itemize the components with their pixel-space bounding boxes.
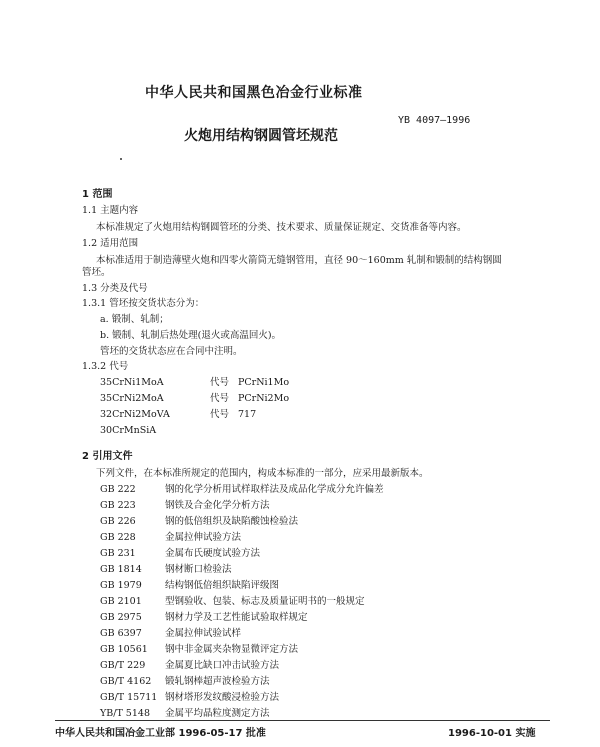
section-2-intro: 下列文件，在本标准所规定的范围内，构成本标准的一部分，应采用最新版本。 — [96, 468, 429, 479]
reference-number: GB 2101 — [100, 596, 142, 607]
subsection-1-2-heading: 1.2 适用范围 — [82, 238, 139, 249]
reference-title: 钢材力学及工艺性能试验取样规定 — [165, 612, 308, 623]
code-label: 代号 — [210, 409, 230, 420]
reference-number: GB 228 — [100, 532, 136, 543]
reference-title: 钢中非金属夹杂物显微评定方法 — [165, 644, 299, 655]
subsection-1-3-2-heading: 1.3.2 代号 — [82, 361, 129, 372]
reference-number: GB/T 15711 — [100, 692, 158, 703]
list-item-a: a. 锻制、轧制； — [100, 314, 169, 325]
code-label: 代号 — [210, 377, 230, 388]
grade-name: 35CrNi1MoA — [100, 377, 164, 388]
reference-title: 金属布氏硬度试验方法 — [165, 548, 261, 559]
section-1-heading: 1 范围 — [82, 189, 113, 200]
subsection-1-2-body-line1: 本标准适用于制造薄壁火炮和四零火箭筒无缝钢管用，直径 90～160mm 轧制和锻制的结构钢圆 — [96, 255, 502, 266]
implementation-date: 1996-10-01 实施 — [448, 728, 536, 739]
footer-divider — [55, 720, 550, 721]
reference-number: GB/T 4162 — [100, 676, 152, 687]
grade-name: 30CrMnSiA — [100, 425, 157, 436]
approval-line: 中华人民共和国冶金工业部 1996-05-17 批准 — [55, 728, 266, 739]
delivery-state-note: 管坯的交货状态应在合同中注明。 — [100, 346, 243, 357]
reference-title: 钢的化学分析用试样取样法及成品化学成分允许偏差 — [165, 484, 384, 495]
reference-title: 钢材断口检验法 — [165, 564, 232, 575]
reference-number: GB 222 — [100, 484, 136, 495]
reference-title: 结构钢低倍组织缺陷评级图 — [165, 580, 280, 591]
reference-title: 钢铁及合金化学分析方法 — [165, 500, 270, 511]
reference-number: GB 10561 — [100, 644, 148, 655]
list-item-b: b. 锻制、轧制后热处理(退火或高温回火)。 — [100, 330, 282, 341]
subsection-1-1-body: 本标准规定了火炮用结构钢圆管坯的分类、技术要求、质量保证规定、交货准备等内容。 — [96, 222, 467, 233]
code-label: 代号 — [210, 393, 230, 404]
reference-number: GB 231 — [100, 548, 136, 559]
subsection-1-3-heading: 1.3 分类及代号 — [82, 283, 148, 294]
reference-number: GB 226 — [100, 516, 136, 527]
reference-number: GB 223 — [100, 500, 136, 511]
reference-number: GB 6397 — [100, 628, 142, 639]
reference-title: 金属夏比缺口冲击试验方法 — [165, 660, 280, 671]
org-title: 中华人民共和国黑色冶金行业标准 — [145, 85, 363, 101]
code-value: PCrNi1Mo — [238, 377, 290, 388]
section-2-heading: 2 引用文件 — [82, 451, 133, 462]
document-title: 火炮用结构钢圆管坯规范 — [184, 128, 338, 144]
reference-title: 型钢验收、包装、标志及质量证明书的一般规定 — [165, 596, 365, 607]
subsection-1-2-body-line2: 管坯。 — [82, 267, 111, 278]
grade-name: 32CrNi2MoVA — [100, 409, 170, 420]
reference-number: YB/T 5148 — [100, 708, 150, 719]
reference-title: 锻轧钢棒超声波检验方法 — [165, 676, 270, 687]
code-value: PCrNi2Mo — [238, 393, 290, 404]
subsection-1-1-heading: 1.1 主题内容 — [82, 205, 139, 216]
scan-speck — [120, 158, 122, 160]
reference-number: GB 2975 — [100, 612, 142, 623]
reference-number: GB/T 229 — [100, 660, 146, 671]
reference-title: 钢材塔形发纹酸浸检验方法 — [165, 692, 280, 703]
subsection-1-3-1-heading: 1.3.1 管坯按交货状态分为： — [82, 298, 205, 309]
reference-title: 钢的低倍组织及缺陷酸蚀检验法 — [165, 516, 299, 527]
grade-name: 35CrNi2MoA — [100, 393, 164, 404]
reference-title: 金属平均晶粒度测定方法 — [165, 708, 270, 719]
code-value: 717 — [238, 409, 257, 420]
reference-number: GB 1979 — [100, 580, 142, 591]
reference-title: 金属拉伸试验试样 — [165, 628, 242, 639]
reference-number: GB 1814 — [100, 564, 142, 575]
standard-number: YB 4097—1996 — [398, 115, 471, 126]
reference-title: 金属拉伸试验方法 — [165, 532, 242, 543]
